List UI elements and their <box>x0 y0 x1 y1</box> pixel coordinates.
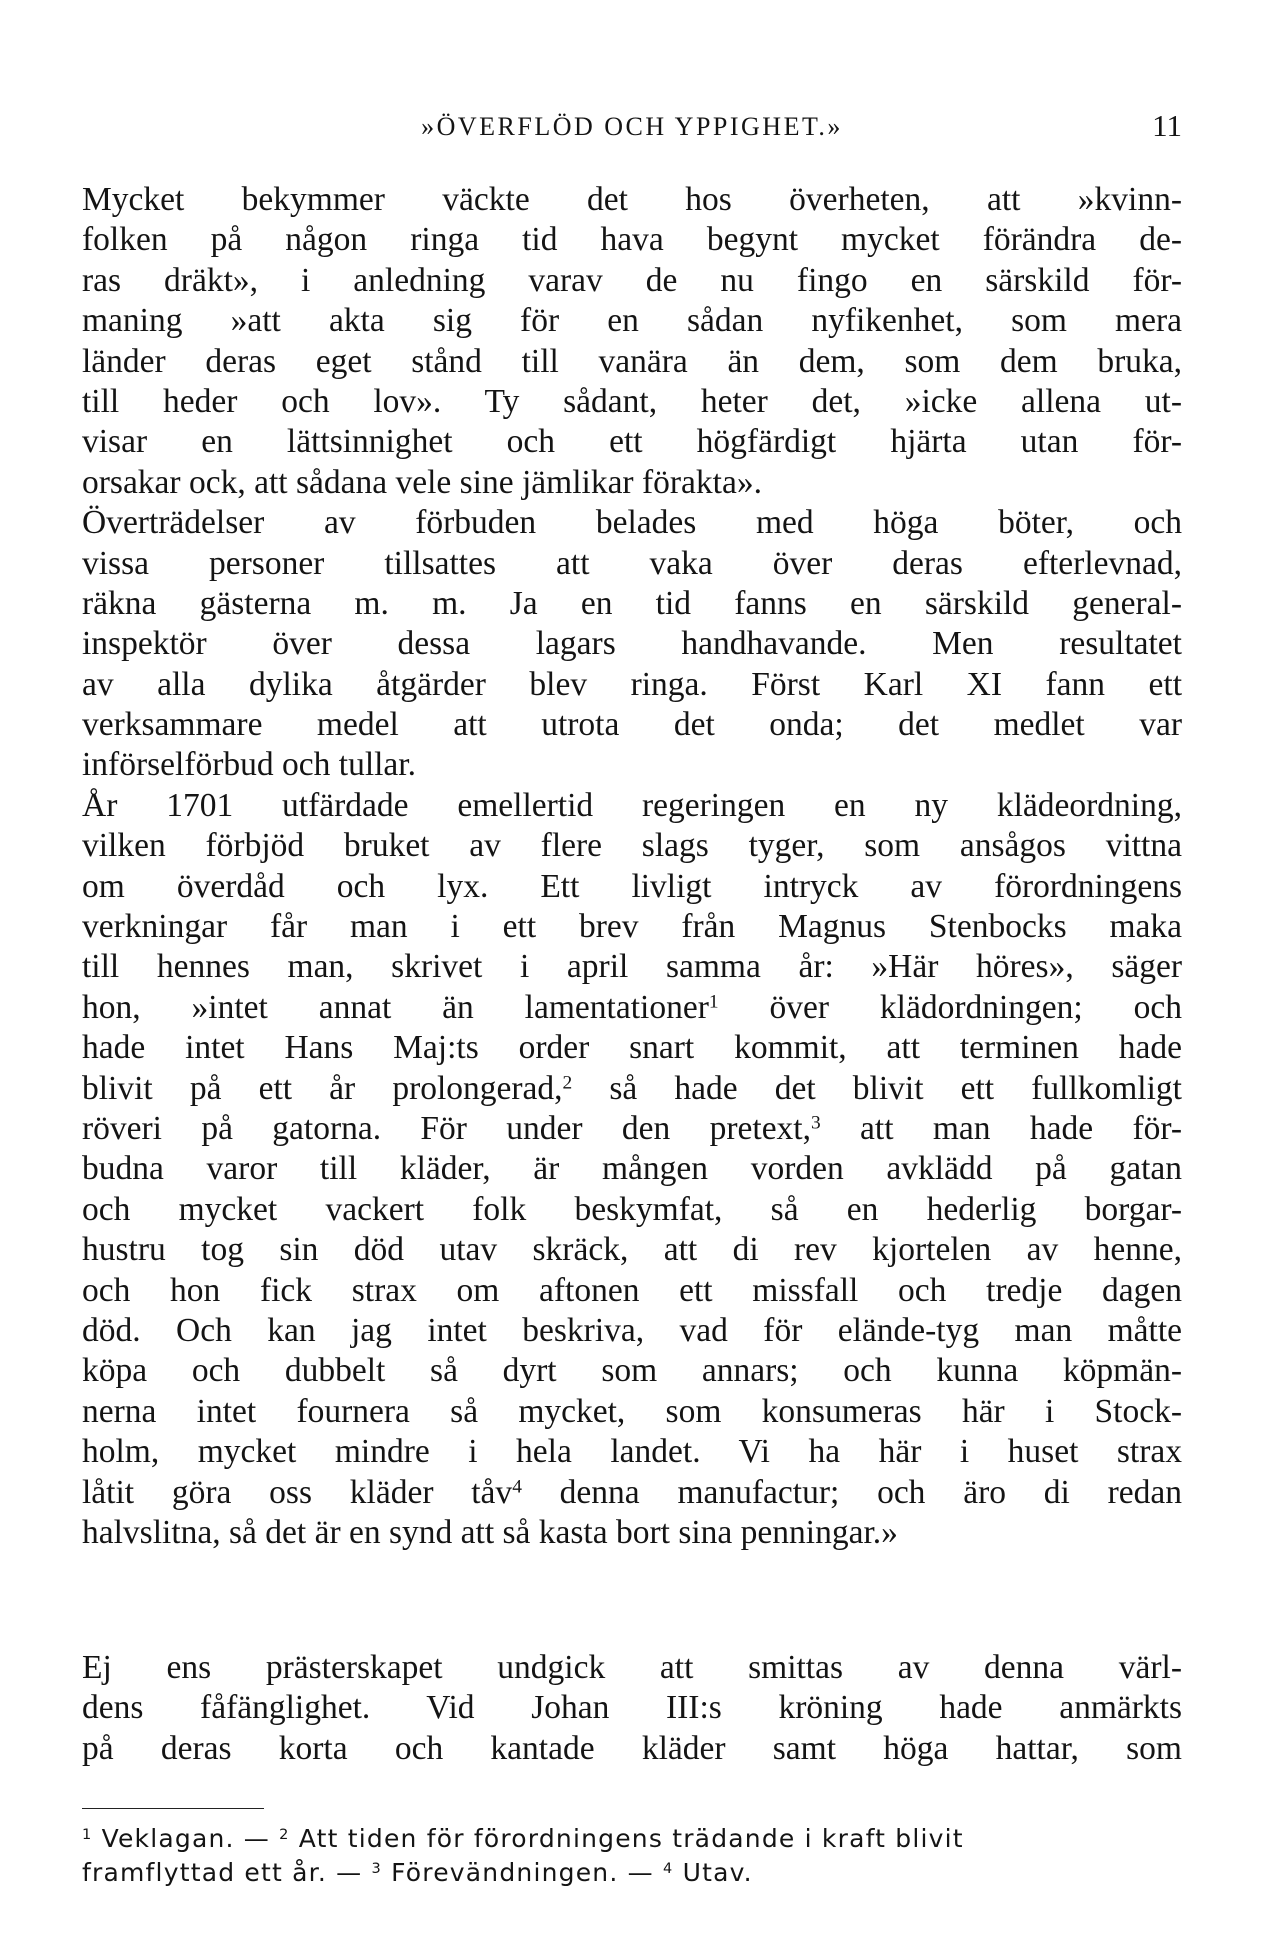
text-line: av alla dylika åtgärder blev ringa. Först Karl XI fann ett <box>82 665 1182 703</box>
text-line: införselförbud och tullar. <box>82 746 416 784</box>
text-line: visar en lättsinnighet och ett högfärdigt hjärta utan för- <box>82 423 1182 461</box>
text-line: om överdåd och lyx. Ett livligt intryck av förordningens <box>82 867 1182 905</box>
text-line: Ej ens prästerskapet undgick att smittas av denna värl- <box>82 1649 1182 1686</box>
text-line: verkningar får man i ett brev från Magnus Stenbocks maka <box>82 908 1182 946</box>
text-line: till heder och lov». Ty sådant, heter det, »icke allena ut- <box>82 382 1182 420</box>
footnote-ref: 2 <box>562 1071 573 1093</box>
text-line: budna varor till kläder, är mången vorden avklädd på gatan <box>82 1150 1182 1188</box>
page-number: 11 <box>1152 108 1182 143</box>
text-line: och mycket vackert folk beskymfat, så en hederlig borgar- <box>82 1190 1182 1228</box>
footnote-mark: 1 <box>82 1827 93 1844</box>
footnote-ref: 1 <box>708 991 719 1013</box>
text-line: folken på någon ringa tid hava begynt mycket förändra de- <box>82 221 1182 259</box>
footnote-ref: 3 <box>811 1112 821 1134</box>
text-line: orsakar ock, att sådana vele sine jämlikar förakta». <box>82 463 762 501</box>
text-line: verksammare medel att utrota det onda; det medlet var <box>82 706 1182 744</box>
footnotes <box>82 1822 1182 1890</box>
footnote-text: Att tiden för förordningens trädande i kraft blivit <box>289 1824 964 1853</box>
main-text <box>82 180 1182 1553</box>
line-tail: över klädordningen; och <box>718 988 1182 1026</box>
text-line: maning »att akta sig för en sådan nyfikenhet, som mera <box>82 302 1182 340</box>
text-line: köpa och dubbelt så dyrt som annars; och kunna köpmän- <box>82 1352 1182 1390</box>
text-line: Mycket bekymmer väckte det hos överheten, att »kvinn- <box>82 181 1182 218</box>
text-line: nerna intet fournera så mycket, som konsumeras här i Stock- <box>82 1392 1182 1430</box>
footnote-line <box>82 1822 1182 1856</box>
text-line: hustru tog sin död utav skräck, att di rev kjortelen av henne, <box>82 1231 1182 1269</box>
footnote-ref: 4 <box>512 1475 522 1497</box>
text-line: på deras korta och kantade kläder samt höga hattar, som <box>82 1729 1182 1767</box>
running-head <box>82 108 1182 148</box>
footnote-text: Förevändningen. — <box>381 1858 663 1887</box>
text-line: hade intet Hans Maj:ts order snart kommit, att terminen hade <box>82 1029 1182 1067</box>
text-line: ras dräkt», i anledning varav de nu fingo en särskild för- <box>82 261 1182 299</box>
text-line-with-footnote <box>82 1109 1182 1149</box>
text-line: År 1701 utfärdade emellertid regeringen en ny klädeordning, <box>82 786 1182 824</box>
text-line-with-footnote <box>82 1473 1182 1513</box>
footnote-text: Utav. <box>673 1858 753 1887</box>
text-line: halvslitna, så det är en synd att så kasta bort sina penningar.» <box>82 1513 898 1551</box>
text-line: och hon fick strax om aftonen ett missfall och tredje dagen <box>82 1271 1182 1309</box>
second-paragraph <box>82 1648 1182 1769</box>
text-line: länder deras eget stånd till vanära än dem, som dem bruka, <box>82 342 1182 380</box>
text-line: inspektör över dessa lagars handhavande. Men resultatet <box>82 625 1182 663</box>
footnote-mark: 4 <box>663 1861 674 1878</box>
text-line-with-footnote <box>82 988 1182 1028</box>
line-tail: så hade det blivit ett fullkomligt <box>572 1069 1182 1107</box>
line-head: hon, »intet annat än lamentationer <box>82 988 709 1026</box>
text-line: vissa personer tillsattes att vaka över deras efterlevnad, <box>82 544 1182 582</box>
footnote-mark: 2 <box>279 1827 290 1844</box>
line-tail: att man hade för- <box>820 1109 1182 1147</box>
footnote-text: framflyttad ett år. — <box>82 1858 372 1887</box>
footnote-mark: 3 <box>371 1861 382 1878</box>
line-head: blivit på ett år prolongerad, <box>82 1069 563 1107</box>
footnote-line <box>82 1856 1182 1890</box>
running-title: »ÖVERFLÖD OCH YPPIGHET.» <box>421 112 843 141</box>
line-tail: denna manufactur; och äro di redan <box>521 1473 1182 1511</box>
text-line: till hennes man, skrivet i april samma år: »Här höres», säger <box>82 948 1182 986</box>
text-line: död. Och kan jag intet beskriva, vad för elände-tyg man måtte <box>82 1311 1182 1349</box>
footnote-text: Veklagan. — <box>92 1824 280 1853</box>
text-line-with-footnote <box>82 1069 1182 1109</box>
footnote-rule <box>82 1808 264 1809</box>
text-line: räkna gästerna m. m. Ja en tid fanns en särskild general- <box>82 584 1182 622</box>
text-line: holm, mycket mindre i hela landet. Vi ha här i huset strax <box>82 1433 1182 1471</box>
text-line: vilken förbjöd bruket av flere slags tyger, som ansågos vittna <box>82 827 1182 865</box>
line-head: låtit göra oss kläder tåv <box>82 1473 513 1511</box>
text-line: Överträdelser av förbuden belades med höga böter, och <box>82 504 1182 542</box>
text-line: dens fåfänglighet. Vid Johan III:s kröning hade anmärkts <box>82 1689 1182 1727</box>
line-head: röveri på gatorna. För under den pretext, <box>82 1109 811 1147</box>
